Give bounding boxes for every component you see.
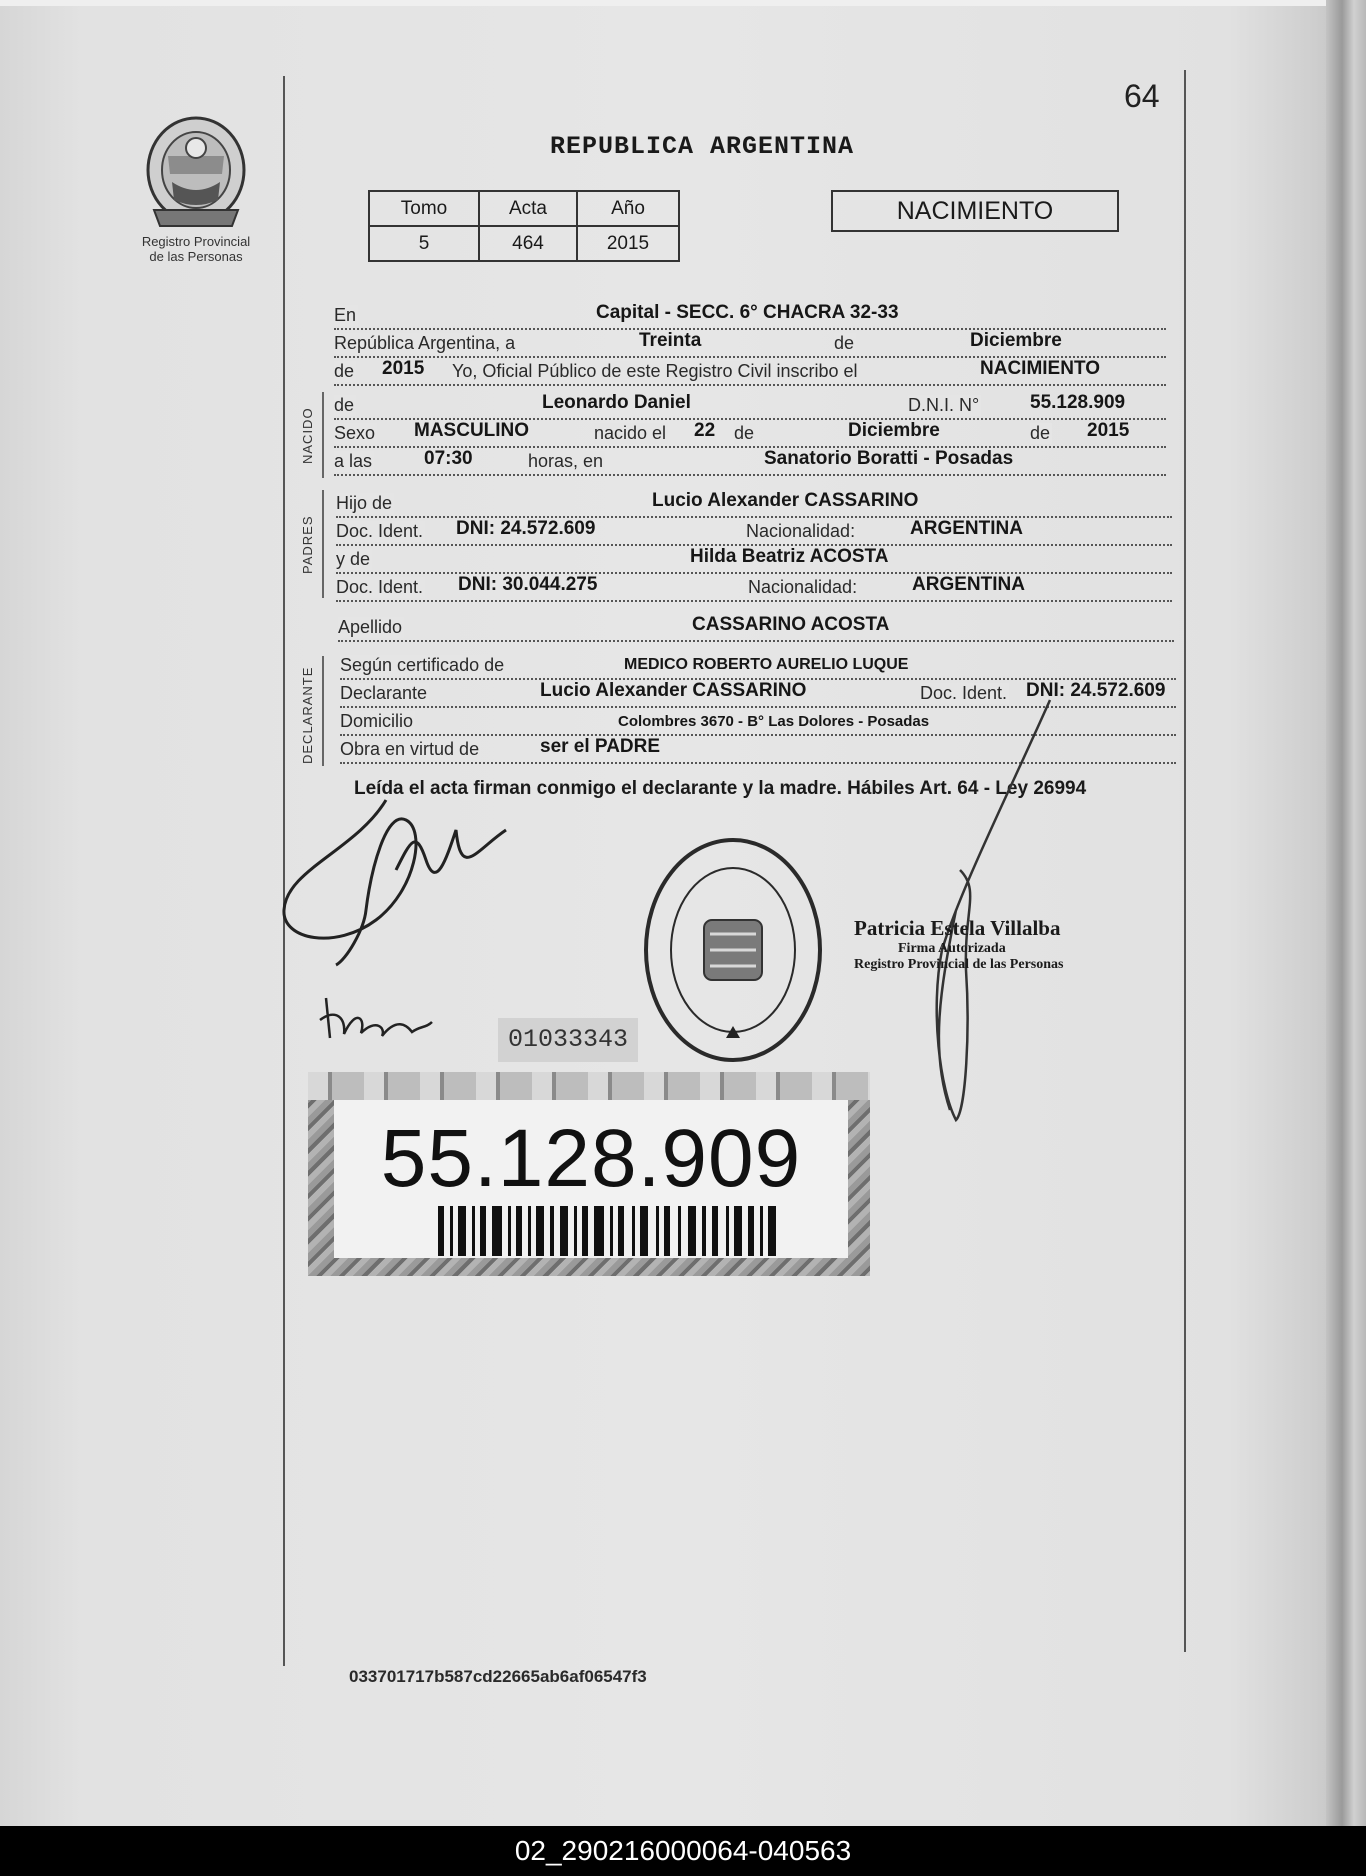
label-apellido: Apellido (338, 617, 403, 637)
value-anio: 2015 (577, 226, 679, 261)
label-declarante: Declarante (340, 683, 428, 703)
value-day: Treinta (639, 330, 702, 351)
label-hijo-de: Hijo de (336, 493, 393, 513)
label-de: de (334, 395, 355, 415)
label-dni: D.N.I. N° (908, 395, 980, 415)
label-doc-ident: Doc. Ident. (336, 521, 424, 541)
row-mother-doc (336, 574, 1172, 602)
row-nacido-name (334, 392, 1166, 420)
logo-text-line2: de las Personas (149, 249, 243, 264)
value-declarante-doc: DNI: 24.572.609 (1026, 680, 1166, 701)
official-name: Patricia Estela Villalba (854, 916, 1061, 940)
label-de-2: de (734, 423, 755, 443)
value-apellido: CASSARINO ACOSTA (692, 614, 890, 635)
sticker-pattern (308, 1072, 870, 1100)
value-month: Diciembre (970, 330, 1062, 351)
value-year: 2015 (382, 358, 425, 379)
row-year (334, 358, 1166, 386)
value-sex: MASCULINO (414, 420, 530, 441)
label-nacionalidad: Nacionalidad: (746, 521, 856, 541)
label-en: En (334, 305, 357, 325)
value-child-dni: 55.128.909 (1030, 392, 1126, 413)
value-place: Capital - SECC. 6° CHACRA 32-33 (596, 302, 899, 323)
sticker-number: 55.128.909 (380, 1113, 802, 1204)
label-nacionalidad-2: Nacionalidad: (748, 577, 858, 597)
label-nacido-el: nacido el (594, 423, 667, 443)
file-id-footer: 02_290216000064-040563 (0, 1826, 1366, 1876)
row-certificado (340, 652, 1176, 680)
value-tomo: 5 (369, 226, 479, 261)
value-father-nat: ARGENTINA (910, 518, 1023, 539)
label-obra: Obra en virtud de (340, 739, 480, 759)
label-republica: República Argentina, a (334, 333, 516, 353)
right-margin-line (1184, 70, 1186, 1652)
registry-logo (128, 116, 264, 264)
label-a-las: a las (334, 451, 373, 471)
label-domicilio: Domicilio (340, 711, 414, 731)
declarant-signature (276, 790, 516, 970)
row-nacido-sex (334, 420, 1166, 448)
label-sexo: Sexo (334, 423, 376, 443)
value-acta: 464 (479, 226, 577, 261)
mother-signature (316, 988, 436, 1048)
label-yo: Yo, Oficial Público de este Registro Civil inscribo el (452, 361, 858, 381)
label-y-de: y de (336, 549, 371, 569)
closing-statement: Leída el acta firman conmigo el declarante y la madre. Hábiles Art. 64 - Ley 26994 (354, 778, 1087, 799)
header-acta: Acta (479, 191, 577, 226)
header-tomo: Tomo (369, 191, 479, 226)
label-doc-ident-3: Doc. Ident. (920, 683, 1008, 703)
document-hash: 033701717b587cd22665ab6af06547f3 (349, 1667, 647, 1686)
value-mother: Hilda Beatriz ACOSTA (690, 546, 889, 567)
value-birth-month: Diciembre (848, 420, 940, 441)
value-child-name: Leonardo Daniel (542, 392, 691, 413)
label-doc-ident-2: Doc. Ident. (336, 577, 424, 597)
registry-header-row (369, 191, 679, 226)
row-father-doc (336, 518, 1172, 546)
act-kind-box: NACIMIENTO (831, 190, 1119, 232)
page-number: 64 (1124, 78, 1160, 114)
authorized-official (854, 916, 1063, 973)
section-label-nacido: NACIDO (300, 407, 315, 464)
registry-table (368, 190, 680, 262)
misiones-seal-icon (144, 116, 248, 230)
value-time: 07:30 (424, 448, 473, 469)
id-sticker (308, 1072, 870, 1276)
value-birth-place: Sanatorio Boratti - Posadas (764, 448, 1014, 469)
value-father-doc: DNI: 24.572.609 (456, 518, 596, 539)
value-mother-doc: DNI: 30.044.275 (458, 574, 598, 595)
official-org: Registro Provincial de las Personas (854, 957, 1064, 972)
declarante-bracket (322, 656, 324, 766)
label-horas-en: horas, en (528, 451, 604, 471)
row-en (334, 302, 1166, 330)
official-role: Firma Autorizada (898, 941, 1006, 956)
value-obra: ser el PADRE (540, 736, 661, 757)
registry-value-row (369, 226, 679, 261)
barcode-icon (438, 1206, 788, 1256)
header-anio: Año (577, 191, 679, 226)
label-de-3: de (1030, 423, 1051, 443)
value-birth-day: 22 (694, 420, 716, 441)
row-republica (334, 330, 1166, 358)
label-de: de (834, 333, 855, 353)
padres-bracket (322, 490, 324, 598)
row-apellido (338, 614, 1174, 642)
control-number: 01033343 (498, 1018, 638, 1062)
nacido-bracket (322, 392, 324, 478)
value-certificado: MEDICO ROBERTO AURELIO LUQUE (624, 656, 909, 673)
registry-stamp (640, 834, 826, 1066)
logo-text-line1: Registro Provincial (141, 234, 251, 249)
page-right-edge (1326, 0, 1366, 1826)
row-father (336, 490, 1172, 518)
row-nacido-time (334, 448, 1166, 476)
value-birth-year: 2015 (1087, 420, 1130, 441)
label-de2: de (334, 361, 355, 381)
section-label-declarante: DECLARANTE (300, 666, 315, 764)
sticker-label (334, 1100, 848, 1258)
document-title: REPUBLICA ARGENTINA (550, 132, 855, 161)
label-segun-certificado: Según certificado de (340, 655, 505, 675)
value-declarante: Lucio Alexander CASSARINO (540, 680, 807, 701)
value-mother-nat: ARGENTINA (912, 574, 1025, 595)
official-signature (900, 690, 1060, 1130)
page-top-edge (0, 0, 1366, 6)
value-father: Lucio Alexander CASSARINO (652, 490, 919, 511)
row-mother (336, 546, 1172, 574)
section-label-padres: PADRES (300, 515, 315, 574)
value-domicilio: Colombres 3670 - B° Las Dolores - Posadas (618, 713, 930, 730)
value-act-kind: NACIMIENTO (980, 358, 1100, 379)
